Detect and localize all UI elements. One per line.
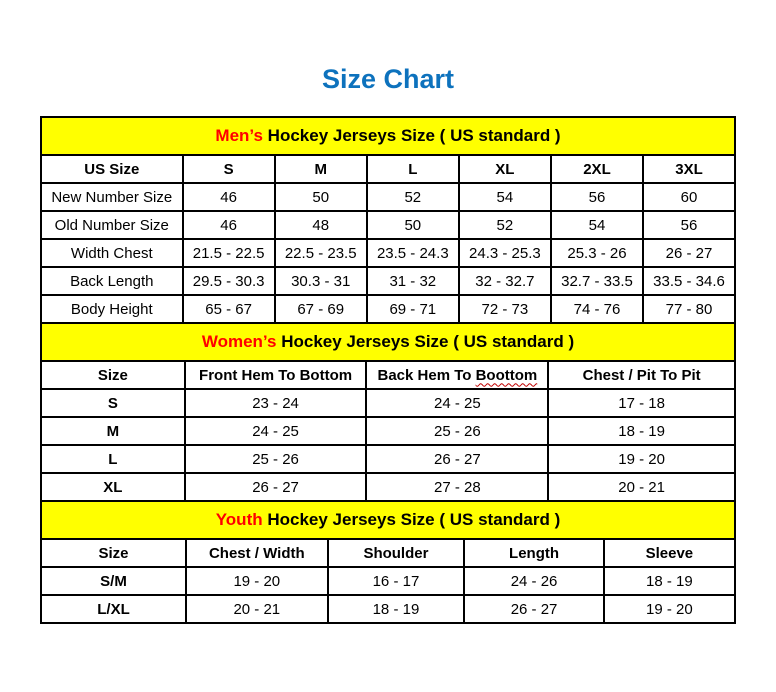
size-value-cell: 25.3 - 26 bbox=[551, 239, 643, 267]
mens-column-header: XL bbox=[459, 155, 551, 183]
youth-column-header: Length bbox=[464, 539, 603, 567]
size-value-cell: 24 - 26 bbox=[464, 567, 603, 595]
mens-row-back-length bbox=[41, 267, 735, 295]
size-value-cell: 65 - 67 bbox=[183, 295, 275, 323]
size-value-cell: 16 - 17 bbox=[328, 567, 465, 595]
size-value-cell: 19 - 20 bbox=[548, 445, 735, 473]
page-title: Size Chart bbox=[321, 64, 455, 94]
size-value-cell: 25 - 26 bbox=[366, 417, 548, 445]
size-value-cell: 18 - 19 bbox=[548, 417, 735, 445]
youth-column-header: Chest / Width bbox=[186, 539, 328, 567]
mens-section-title-rest: Hockey Jerseys Size ( US standard ) bbox=[262, 126, 561, 145]
mens-section-banner bbox=[41, 117, 735, 155]
size-value-cell: 24 - 25 bbox=[366, 389, 548, 417]
size-value-cell: 54 bbox=[459, 183, 551, 211]
size-value-cell: 56 bbox=[551, 183, 643, 211]
size-value-cell: 23 - 24 bbox=[185, 389, 367, 417]
size-tables-container bbox=[40, 116, 736, 624]
size-value-cell: 77 - 80 bbox=[643, 295, 735, 323]
size-value-cell: 31 - 32 bbox=[367, 267, 459, 295]
size-value-cell: 60 bbox=[643, 183, 735, 211]
size-value-cell: 20 - 21 bbox=[186, 595, 328, 623]
size-value-cell: 30.3 - 31 bbox=[275, 267, 367, 295]
youth-section-title bbox=[41, 501, 735, 539]
womens-size-table bbox=[40, 322, 736, 502]
row-label-cell: L bbox=[41, 445, 185, 473]
size-value-cell: 19 - 20 bbox=[604, 595, 735, 623]
mens-size-table bbox=[40, 116, 736, 324]
mens-column-header: 2XL bbox=[551, 155, 643, 183]
size-value-cell: 56 bbox=[643, 211, 735, 239]
womens-row-xl bbox=[41, 473, 735, 501]
row-label-cell: Width Chest bbox=[41, 239, 183, 267]
mens-column-header: S bbox=[183, 155, 275, 183]
size-value-cell: 24.3 - 25.3 bbox=[459, 239, 551, 267]
size-value-cell: 33.5 - 34.6 bbox=[643, 267, 735, 295]
youth-row-sm bbox=[41, 567, 735, 595]
mens-row-width-chest bbox=[41, 239, 735, 267]
youth-section-banner bbox=[41, 501, 735, 539]
size-value-cell: 48 bbox=[275, 211, 367, 239]
size-value-cell: 21.5 - 22.5 bbox=[183, 239, 275, 267]
mens-column-header: US Size bbox=[41, 155, 183, 183]
youth-section-title-highlight: Youth bbox=[215, 510, 263, 529]
size-value-cell: 52 bbox=[367, 183, 459, 211]
mens-section-title-highlight: Men’s bbox=[215, 126, 263, 145]
womens-section-title-highlight: Women’s bbox=[201, 332, 277, 351]
youth-section-title-rest: Hockey Jerseys Size ( US standard ) bbox=[262, 510, 561, 529]
size-value-cell: 52 bbox=[459, 211, 551, 239]
youth-column-header: Size bbox=[41, 539, 186, 567]
womens-column-header: Front Hem To Bottom bbox=[185, 361, 367, 389]
size-value-cell: 26 - 27 bbox=[366, 445, 548, 473]
row-label-cell: S bbox=[41, 389, 185, 417]
row-label-cell: Body Height bbox=[41, 295, 183, 323]
size-value-cell: 72 - 73 bbox=[459, 295, 551, 323]
womens-section-banner bbox=[41, 323, 735, 361]
womens-column-header-row bbox=[41, 361, 735, 389]
mens-row-new-number-size bbox=[41, 183, 735, 211]
size-value-cell: 50 bbox=[367, 211, 459, 239]
youth-column-header-row bbox=[41, 539, 735, 567]
womens-row-l bbox=[41, 445, 735, 473]
youth-column-header: Sleeve bbox=[604, 539, 735, 567]
size-value-cell: 19 - 20 bbox=[186, 567, 328, 595]
womens-column-header: Chest / Pit To Pit bbox=[548, 361, 735, 389]
size-value-cell: 26 - 27 bbox=[643, 239, 735, 267]
mens-section-title bbox=[41, 117, 735, 155]
size-value-cell: 17 - 18 bbox=[548, 389, 735, 417]
size-value-cell: 46 bbox=[183, 211, 275, 239]
womens-section-title-rest: Hockey Jerseys Size ( US standard ) bbox=[276, 332, 575, 351]
mens-column-header: L bbox=[367, 155, 459, 183]
womens-column-header: Size bbox=[41, 361, 185, 389]
size-value-cell: 67 - 69 bbox=[275, 295, 367, 323]
womens-row-m bbox=[41, 417, 735, 445]
row-label-cell: M bbox=[41, 417, 185, 445]
mens-row-old-number-size bbox=[41, 211, 735, 239]
size-value-cell: 25 - 26 bbox=[185, 445, 367, 473]
size-value-cell: 29.5 - 30.3 bbox=[183, 267, 275, 295]
back-hem-label: Back Hem To bbox=[377, 366, 476, 384]
size-value-cell: 18 - 19 bbox=[604, 567, 735, 595]
size-value-cell: 50 bbox=[275, 183, 367, 211]
size-value-cell: 32 - 32.7 bbox=[459, 267, 551, 295]
size-value-cell: 18 - 19 bbox=[328, 595, 465, 623]
size-value-cell: 22.5 - 23.5 bbox=[275, 239, 367, 267]
size-value-cell: 20 - 21 bbox=[548, 473, 735, 501]
mens-column-header: M bbox=[275, 155, 367, 183]
size-value-cell: 27 - 28 bbox=[366, 473, 548, 501]
size-value-cell: 74 - 76 bbox=[551, 295, 643, 323]
mens-column-header: 3XL bbox=[643, 155, 735, 183]
youth-size-table bbox=[40, 500, 736, 624]
row-label-cell: New Number Size bbox=[41, 183, 183, 211]
row-label-cell: Old Number Size bbox=[41, 211, 183, 239]
row-label-cell: L/XL bbox=[41, 595, 186, 623]
row-label-cell: Back Length bbox=[41, 267, 183, 295]
size-value-cell: 32.7 - 33.5 bbox=[551, 267, 643, 295]
size-value-cell: 26 - 27 bbox=[185, 473, 367, 501]
row-label-cell: XL bbox=[41, 473, 185, 501]
womens-column-header bbox=[366, 361, 548, 389]
youth-row-lxl bbox=[41, 595, 735, 623]
back-hem-typo-word: Boottom bbox=[475, 366, 538, 384]
size-value-cell: 46 bbox=[183, 183, 275, 211]
size-value-cell: 24 - 25 bbox=[185, 417, 367, 445]
size-value-cell: 54 bbox=[551, 211, 643, 239]
mens-row-body-height bbox=[41, 295, 735, 323]
row-label-cell: S/M bbox=[41, 567, 186, 595]
size-value-cell: 69 - 71 bbox=[367, 295, 459, 323]
womens-row-s bbox=[41, 389, 735, 417]
mens-column-header-row bbox=[41, 155, 735, 183]
womens-section-title bbox=[41, 323, 735, 361]
youth-column-header: Shoulder bbox=[328, 539, 465, 567]
size-value-cell: 23.5 - 24.3 bbox=[367, 239, 459, 267]
size-value-cell: 26 - 27 bbox=[464, 595, 603, 623]
